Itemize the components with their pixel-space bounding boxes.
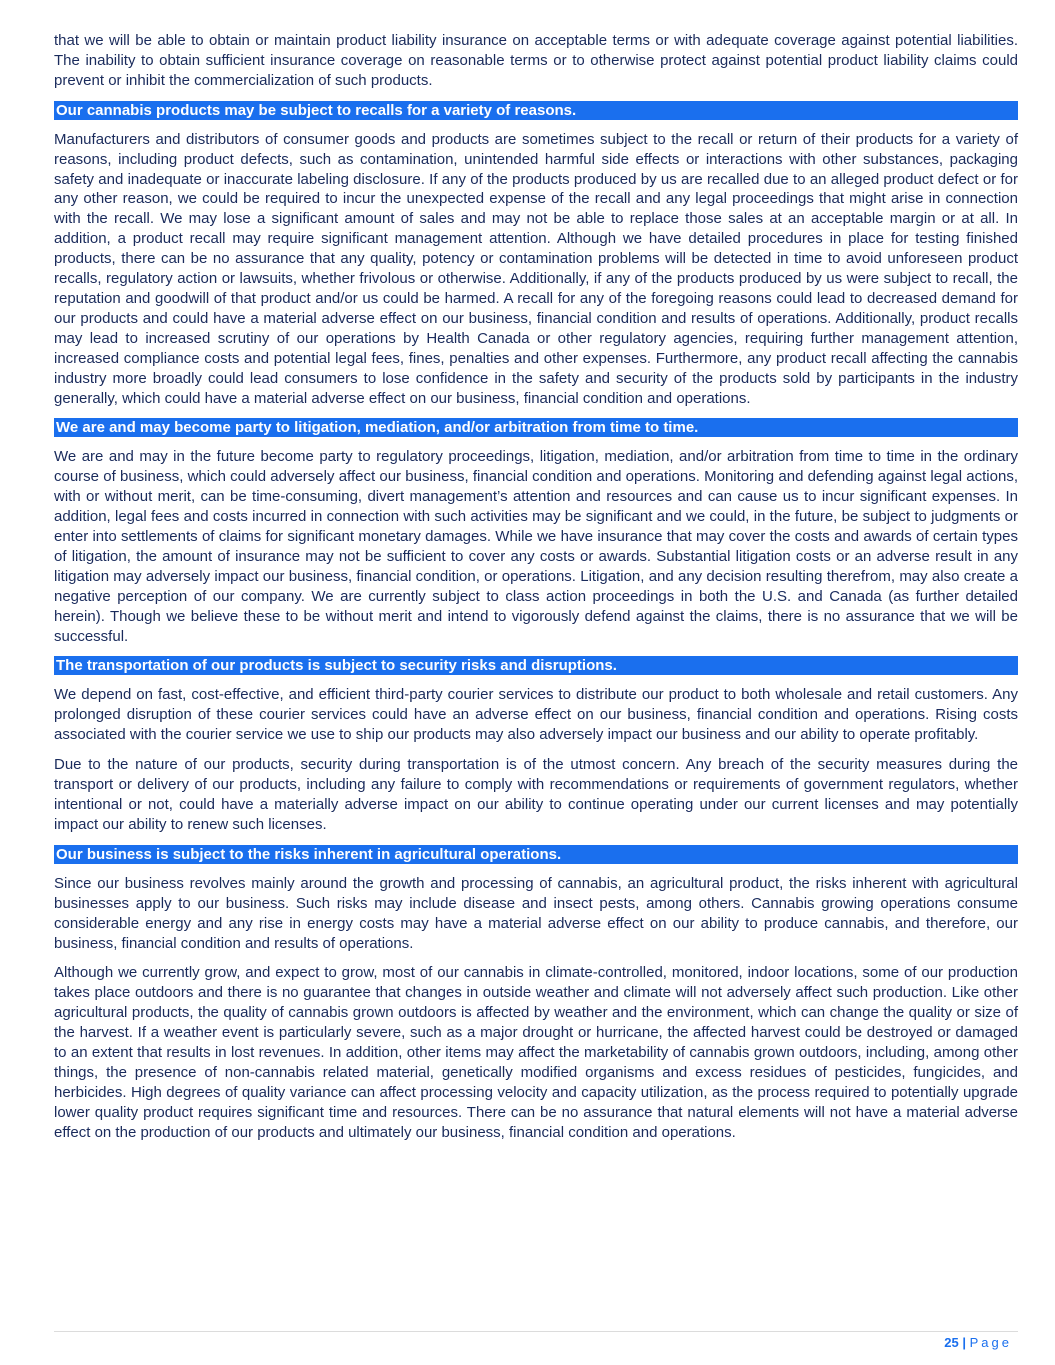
section-paragraph: Manufacturers and distributors of consumer goods and products are sometimes subject to the recall or return of their products for a variety of reasons, including product defects, such as contamination, unintended harmful side effects or interactions with other substances, packaging safety and inadequate or inaccurate labeling disclosure. If any of the products produced by us are recalled due to an alleged product defect or for any other reason, we could be required to incur the unexpected expense of the recall and any legal proceedings that might arise in connection with the recall. We may lose a significant amount of sales and may not be able to replace those sales at an acceptable margin or at all. In addition, a product recall may require significant management attention. Although we have detailed procedures in place for testing finished products, there can be no assurance that any quality, potency or contamination problems will be detected in time to avoid unforeseen product recalls, regulatory action or lawsuits, whether frivolous or otherwise. Additionally, if any of the products produced by us were subject to recall, the reputation and goodwill of that product and/or us could be harmed. A recall for any of the foregoing reasons could lead to decreased demand for our products and could have a material adverse effect on our business, financial condition and results of operations. Additionally, product recalls may lead to increased scrutiny of our operations by Health Canada or other regulatory agencies, requiring further management attention, increased compliance costs and potential legal fees, fines, penalties and other expenses. Furthermore, any product recall affecting the cannabis industry more broadly could lead consumers to lose confidence in the safety and security of the products sold by participants in the industry generally, which could have a material adverse effect on our business, financial condition and operations. xyxy=(54,130,1018,407)
page-label: Page xyxy=(969,1335,1012,1350)
section-paragraph: Although we currently grow, and expect to grow, most of our cannabis in climate-controlled, monitored, indoor locations, some of our production takes place outdoors and there is no guarantee that changes in outside weather and climate will not adversely affect such production. Like other agricultural products, the quality of cannabis grown outdoors is affected by weather and the environment, which can change the quality or size of the harvest. If a weather event is particularly severe, such as a major drought or hurricane, the affected harvest could be destroyed or damaged to an extent that results in lost revenues. In addition, other items may affect the marketability of cannabis grown outdoors, including, among other things, the presence of non-cannabis related material, genetically modified organisms and excess residues of pesticides, fungicides, and herbicides. High degrees of quality variance can affect processing velocity and capacity utilization, as the process required to potentially upgrade lower quality product requires significant time and resources. There can be no assurance that natural elements will not have a material adverse effect on the production of our products and ultimately our business, financial condition and operations. xyxy=(54,964,1018,1141)
section-paragraph: We are and may in the future become party to regulatory proceedings, litigation, mediation, and/or arbitration from time to time in the ordinary course of business, which could adversely affect our business, financial condition and operations. Monitoring and defending against legal actions, with or without merit, can be time-consuming, divert management’s attention and resources and can cause us to incur significant expenses. In addition, legal fees and costs incurred in connection with such activities may be significant and we could, in the future, be subject to judgments or enter into settlements of claims for significant monetary damages. While we have insurance that may cover the costs and awards of certain types of litigation, the amount of insurance may not be sufficient to cover any costs or awards. Substantial litigation costs or an adverse result in any litigation may adversely impact our business, financial condition, or operations. Litigation, and any decision resulting therefrom, may also create a negative perception of our company. We are currently subject to class action proceedings in both the U.S. and Canada (as further detailed herein). Though we believe these to be without merit and intend to vigorously defend against the claims, there is no assurance that we will be successful. xyxy=(54,448,1018,645)
footer-divider xyxy=(54,1331,1018,1332)
section-paragraph: Due to the nature of our products, security during transportation is of the utmost concern. Any breach of the security measures during the transport or delivery of our products, including any failure to comply with recommendations or requirements of government regulators, whether intentional or not, could have a materially adverse impact on our ability to continue operating under our current licenses and may potentially impact our ability to renew such licenses. xyxy=(54,756,1018,833)
section-heading-transportation: The transportation of our products is subject to security risks and disruptions. xyxy=(54,656,1018,675)
section-paragraph: Since our business revolves mainly around the growth and processing of cannabis, an agricultural product, the risks inherent with agricultural businesses apply to our business. Such risks may include disease and insect pests, among others. Cannabis growing operations consume considerable energy and any rise in energy costs may have a material adverse effect on our ability to produce cannabis, and therefore, our business, financial condition and results of operations. xyxy=(54,874,1018,952)
page-number: 25 xyxy=(944,1335,959,1350)
section-heading-agricultural: Our business is subject to the risks inherent in agricultural operations. xyxy=(54,845,1018,864)
section-paragraph: We depend on fast, cost-effective, and efficient third-party courier services to distribute our product to both wholesale and retail customers. Any prolonged disruption of these courier services could have an adverse effect on our business, financial condition and operations. Rising costs associated with the courier service we use to ship our products may also adversely impact our business and our ability to operate profitably. xyxy=(54,686,1018,744)
document-page xyxy=(54,31,1018,1153)
intro-paragraph: that we will be able to obtain or maintain product liability insurance on acceptable terms or with adequate coverage against potential liabilities. The inability to obtain sufficient insurance coverage on reasonable terms or to otherwise protect against potential product liability claims could prevent or inhibit the commercialization of such products. xyxy=(54,32,1018,89)
section-heading-litigation: We are and may become party to litigation, mediation, and/or arbitration from time to time. xyxy=(54,418,1018,437)
page-footer xyxy=(944,1335,1012,1351)
footer-separator: | xyxy=(958,1335,970,1350)
section-heading-recalls: Our cannabis products may be subject to recalls for a variety of reasons. xyxy=(54,101,1018,120)
